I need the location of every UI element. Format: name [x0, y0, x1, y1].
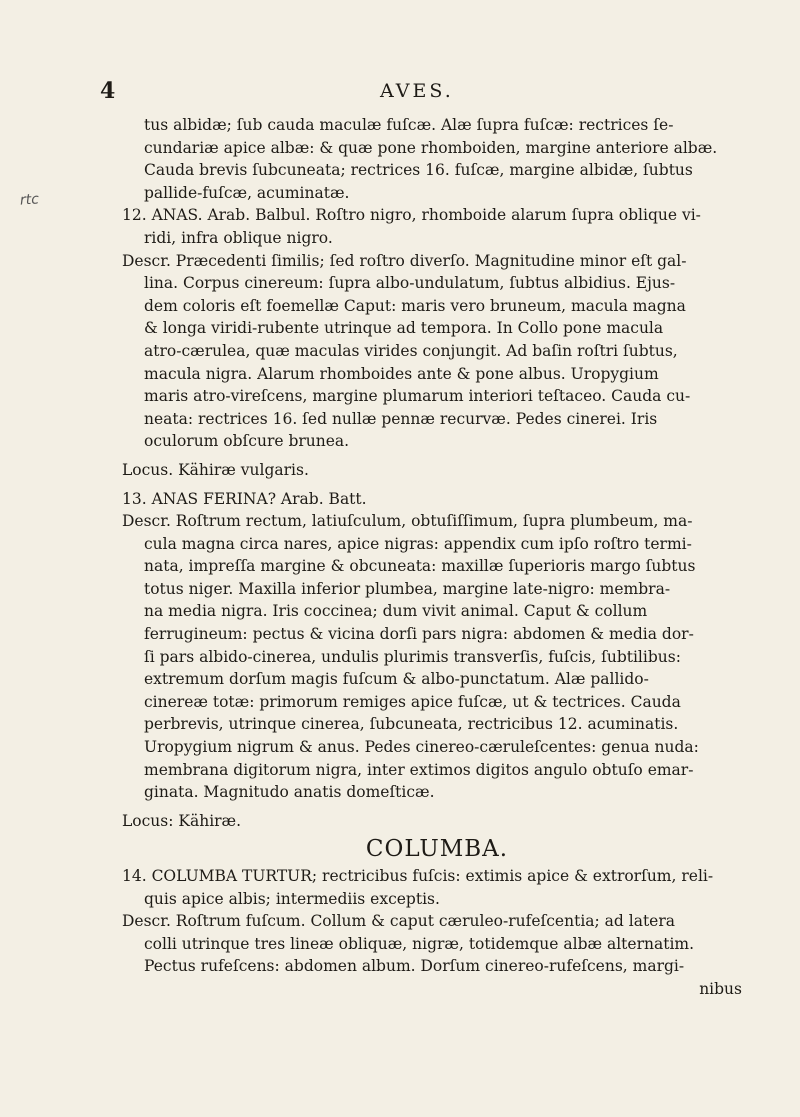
text-line: na media nigra. Iris coccinea; dum vivit animal. Caput & collum: [144, 602, 648, 621]
page-number: 4: [100, 78, 116, 104]
text-line: neata: rectrices 16. ſed nullæ pennæ recurvæ. Pedes cinerei. Iris: [144, 409, 658, 428]
text-line: cundariæ apice albæ: & quæ pone rhomboiden, margine anteriore albæ.: [144, 138, 718, 157]
text-line: tus albidæ; ſub cauda maculæ fuſcæ. Alæ ſupra fuſcæ: rectrices ſe-: [144, 116, 674, 134]
text-line: cinereæ totæ: primorum remiges apice fuſcæ, ut & tectrices. Cauda: [144, 692, 681, 711]
text-line: oculorum obſcure brunea.: [144, 432, 350, 451]
catchword: nibus: [699, 979, 742, 998]
text-line: Pectus rufeſcens: abdomen album. Dorſum cinereo-rufeſcens, margi-: [144, 957, 685, 976]
text-line: colli utrinque tres lineæ obliquæ, nigræ, totidemque albæ alternatim.: [144, 934, 695, 953]
main-text: [122, 114, 752, 1001]
text-line: nata, impreſſa margine & obcuneata: maxillæ ſuperioris margo ſubtus: [144, 557, 696, 576]
locus-line: Locus: Kähiræ.: [122, 811, 242, 830]
text-line: extremum dorſum magis fuſcum & albo-punctatum. Alæ pallido-: [144, 670, 649, 689]
margin-handwriting: rtc: [19, 191, 40, 209]
text-line: lina. Corpus cinereum: ſupra albo-undulatum, ſubtus albidius. Ejus-: [144, 274, 676, 293]
text-line: pallide-fuſcæ, acuminatæ.: [144, 183, 350, 202]
entry-heading: 12. ANAS. Arab. Balbul. Roſtro nigro, rhomboide alarum ſupra oblique vi-: [122, 206, 701, 225]
text-line: perbrevis, utrinque cinerea, ſubcuneata, rectricibus 12. acuminatis.: [144, 715, 679, 734]
entry-heading: 13. ANAS FERINA? Arab. Batt.: [122, 489, 367, 508]
section-heading: COLUMBA.: [365, 836, 509, 863]
text-line: atro-cærulea, quæ maculas virides conjungit. Ad baſin roſtri ſubtus,: [144, 341, 678, 360]
text-line: ginata. Magnitudo anatis domeſticæ.: [144, 783, 435, 802]
text-line: maris atro-vireſcens, margine plumarum interiori teſtaceo. Cauda cu-: [144, 387, 691, 406]
text-line: cula magna circa nares, apice nigras: appendix cum ipſo roſtro termi-: [144, 534, 692, 553]
text-line: & longa viridi-rubente utrinque ad tempora. In Collo pone macula: [144, 319, 664, 338]
text-line: quis apice albis; intermediis exceptis.: [144, 889, 440, 908]
text-line: membrana digitorum nigra, inter extimos digitos angulo obtuſo emar-: [144, 760, 694, 779]
entry-heading: 14. COLUMBA TURTUR; rectricibus fuſcis: extimis apice & extrorſum, reli-: [122, 867, 714, 885]
text-line: ridi, infra oblique nigro.: [144, 228, 333, 247]
text-line: macula nigra. Alarum rhomboides ante & pone albus. Uropygium: [144, 364, 659, 383]
text-line: ſi pars albido-cinerea, undulis plurimis transverſis, fuſcis, ſubtilibus:: [144, 647, 681, 666]
locus-line: Locus. Kähiræ vulgaris.: [122, 460, 309, 479]
text-line: totus niger. Maxilla inferior plumbea, margine late-nigro: membra-: [144, 579, 671, 598]
text-line: dem coloris eſt foemellæ Caput: maris vero bruneum, macula magna: [144, 296, 686, 315]
running-head: AVES.: [380, 80, 454, 102]
text-line: Cauda brevis ſubcuneata; rectrices 16. fuſcæ, margine albidæ, ſubtus: [144, 161, 693, 180]
text-line: Uropygium nigrum & anus. Pedes cinereo-cæruleſcentes: genua nuda:: [144, 738, 699, 757]
description-start: Descr. Roſtrum rectum, latiuſculum, obtuſiſſimum, ſupra plumbeum, ma-: [122, 512, 693, 531]
text-line: ferrugineum: pectus & vicina dorſi pars nigra: abdomen & media dor-: [144, 625, 694, 644]
description-start: Descr. Roſtrum fuſcum. Collum & caput cæruleo-rufeſcentia; ad latera: [122, 912, 676, 931]
description-start: Descr. Præcedenti ſimilis; ſed roſtro diverſo. Magnitudine minor eſt gal-: [122, 251, 687, 270]
